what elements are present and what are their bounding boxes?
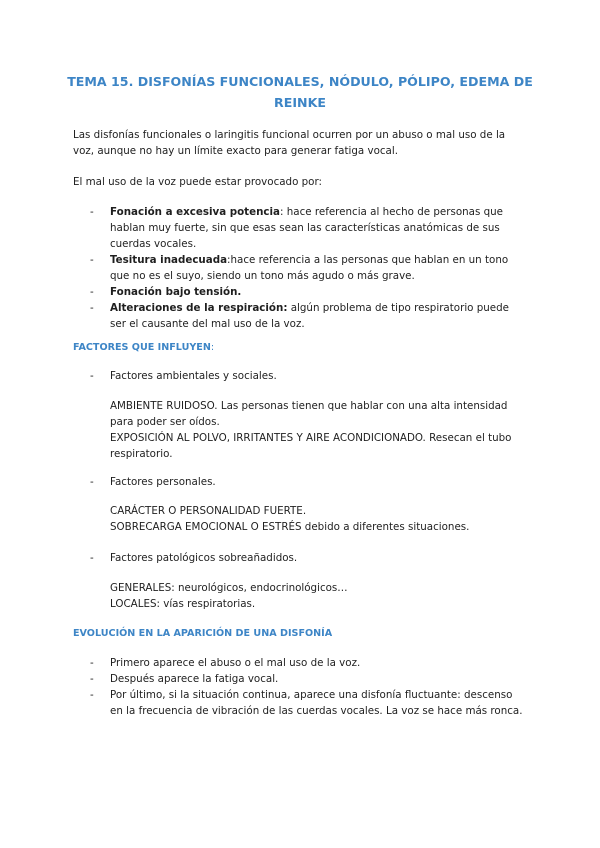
cause-term: Alteraciones de la respiración: xyxy=(110,302,288,314)
dash-bullet: - xyxy=(90,254,94,266)
list-item xyxy=(73,284,528,300)
factor-detail: AMBIENTE RUIDOSO. Las personas tienen que hablar con una alta intensidad para poder ser oídos. xyxy=(110,400,508,428)
intro-paragraph: Las disfonías funcionales o laringitis funcional ocurren por un abuso o mal uso de la voz, aunque no hay un límite exacto para generar fatiga vocal. xyxy=(73,129,506,157)
factor-detail: SOBRECARGA EMOCIONAL O ESTRÉS debido a diferentes situaciones. xyxy=(110,521,470,533)
cause-term: Tesitura inadecuada xyxy=(110,254,228,266)
mal-uso-intro: El mal uso de la voz puede estar provocado por: xyxy=(73,176,323,188)
factor-label: Factores patológicos sobreañadidos. xyxy=(110,552,298,564)
list-item xyxy=(73,655,528,671)
factor-label: Factores personales. xyxy=(110,476,216,488)
factores-heading: FACTORES QUE INFLUYEN: xyxy=(73,342,215,353)
list-item xyxy=(73,300,528,332)
cause-text: :hace referencia a las personas que hablan en un tono que no es el suyo, siendo un tono más agudo o más grave. xyxy=(110,254,509,282)
dash-bullet: - xyxy=(90,689,94,701)
evolucion-heading: EVOLUCIÓN EN LA APARICIÓN DE UNA DISFONÍA xyxy=(73,628,333,639)
list-item xyxy=(73,252,528,284)
dash-bullet: - xyxy=(90,370,94,382)
cause-term: Fonación a excesiva potencia xyxy=(110,206,281,218)
list-item xyxy=(73,368,528,384)
factor-label: Factores ambientales y sociales. xyxy=(110,370,277,382)
dash-bullet: - xyxy=(90,476,94,488)
evolucion-item: Después aparece la fatiga vocal. xyxy=(110,673,279,685)
dash-bullet: - xyxy=(90,657,94,669)
factores-ambientales-list xyxy=(73,368,528,384)
cause-term: Fonación bajo tensión. xyxy=(110,286,242,298)
dash-bullet: - xyxy=(90,552,94,564)
factor-detail: GENERALES: neurológicos, endocrinológicos… xyxy=(110,582,348,594)
evolucion-item: Por último, si la situación continua, aparece una disfonía fluctuante: descenso en la frecuencia de vibración de las cuerdas vocales. La voz se hace más ronca. xyxy=(110,689,523,717)
factor-detail: LOCALES: vías respiratorias. xyxy=(110,598,256,610)
dash-bullet: - xyxy=(90,673,94,685)
cause-text: algún problema de tipo respiratorio puede ser el causante del mal uso de la voz. xyxy=(110,302,510,330)
list-item xyxy=(73,474,528,490)
evolucion-item: Primero aparece el abuso o el mal uso de la voz. xyxy=(110,657,361,669)
causes-list xyxy=(73,204,528,332)
factor-detail: CARÁCTER O PERSONALIDAD FUERTE. xyxy=(110,505,307,517)
page-title: TEMA 15. DISFONÍAS FUNCIONALES, NÓDULO, PÓLIPO, EDEMA DE REINKE xyxy=(67,74,533,110)
factores-personales-list xyxy=(73,474,528,490)
cause-text: : hace referencia al hecho de personas que hablan muy fuerte, sin que esas sean las características anatómicas de sus cuerdas vocales. xyxy=(110,206,503,250)
dash-bullet: - xyxy=(90,286,94,298)
dash-bullet: - xyxy=(90,302,94,314)
dash-bullet: - xyxy=(90,206,94,218)
evolucion-list xyxy=(73,655,528,719)
factor-detail: EXPOSICIÓN AL POLVO, IRRITANTES Y AIRE ACONDICIONADO. Resecan el tubo respiratorio. xyxy=(110,432,512,460)
list-item xyxy=(73,550,528,566)
list-item xyxy=(73,204,528,252)
list-item xyxy=(73,671,528,687)
factores-patologicos-list xyxy=(73,550,528,566)
list-item xyxy=(73,687,528,719)
